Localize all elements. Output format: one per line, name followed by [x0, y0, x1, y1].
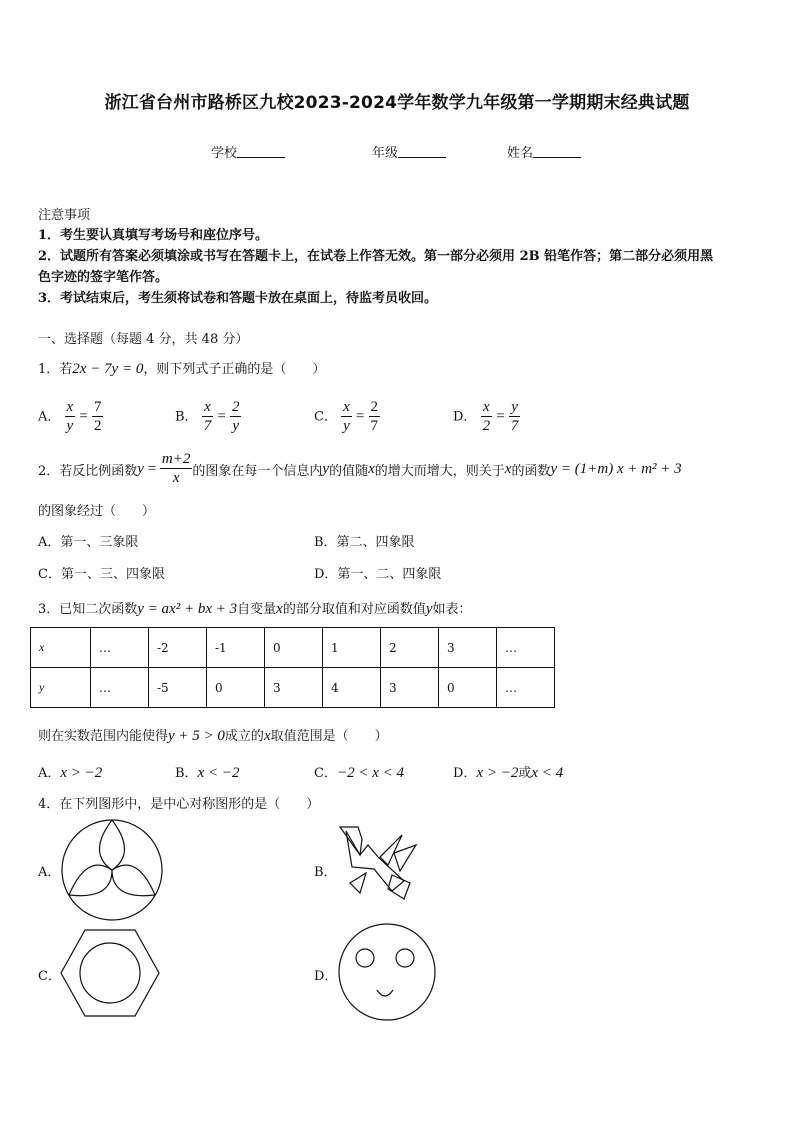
option-label: D． [453, 766, 477, 781]
petal-arc [112, 865, 155, 896]
q3-fn: y = ax² + bx + 3 [137, 601, 238, 617]
q2-text: 的增大而增大，则关于 [374, 463, 505, 479]
option-label: D． [453, 409, 477, 425]
q4-option-d-label[interactable]: D． [314, 969, 338, 984]
question-1-stem [38, 358, 325, 378]
q2-text: 的值随 [329, 463, 369, 479]
q2-var-y: y [322, 460, 330, 477]
table-cell: 3 [439, 628, 497, 668]
frac-num: 7 [93, 399, 102, 415]
q3-var-x: x [276, 601, 283, 617]
table-cell: … [497, 628, 555, 668]
option-expr: −2 < x < 4 [336, 765, 404, 781]
q3-inequality: y + 5 > 0 [168, 728, 225, 744]
note-2-cont: 色字迹的签字笔作答。 [38, 270, 169, 285]
frac-den: 2 [482, 418, 491, 434]
face-circle [339, 924, 435, 1020]
left-eye [356, 949, 374, 967]
q4-figure-b[interactable] [338, 825, 418, 910]
q3-value-table [30, 627, 555, 708]
option-label: B． [175, 766, 198, 781]
q3-text: 的部分取值和对应函数值 [282, 602, 426, 617]
table-cell: 0 [265, 628, 323, 668]
petal-arc [69, 865, 112, 896]
q4-option-c-label[interactable]: C． [38, 969, 61, 984]
q2-option-b[interactable]: B．第二、四象限 [314, 535, 415, 550]
q3-text: 自变量 [237, 602, 277, 617]
school-blank[interactable] [237, 145, 285, 158]
inner-circle [80, 943, 140, 1003]
triangle-shape [340, 827, 362, 855]
q3-text: 则在实数范围内能使得 [38, 729, 169, 744]
q1-option-b[interactable]: B． $\frac{x}{7}$ = $\frac{2}{y}$ [175, 399, 240, 434]
name-label: 姓名 [507, 146, 534, 161]
q2-fn-lhs: y [137, 460, 144, 477]
table-cell: … [497, 668, 555, 708]
frac-den: 2 [93, 418, 102, 434]
q2-text: 的图象在每一个信息内 [192, 463, 323, 479]
table-row [31, 628, 555, 668]
table-cell: … [91, 628, 149, 668]
q3-text: 取值范围是（ ） [270, 729, 388, 744]
page-title: 浙江省台州市路桥区九校2023-2024学年数学九年级第一学期期末经典试题 [104, 93, 690, 113]
q4-figure-a[interactable] [60, 818, 164, 922]
q2-linear-fn: y = (1+m) x + m² + 3 [550, 460, 682, 477]
table-cell: 2 [381, 628, 439, 668]
option-conj: 或 [518, 766, 532, 781]
frac-den: y [232, 418, 240, 434]
q3-option-d[interactable] [453, 762, 563, 782]
wing-shape [380, 835, 402, 865]
notes-heading: 注意事项 [38, 208, 91, 223]
q2-option-c[interactable]: C．第一、三、四象限 [38, 567, 165, 582]
table-cell: x [31, 628, 91, 668]
option-expr: x < 4 [531, 765, 564, 781]
q3-text: 如表： [432, 602, 472, 617]
table-cell: -2 [149, 628, 207, 668]
question-3-stem [38, 598, 472, 618]
q2-stem-line2: 的图象经过（ ） [38, 504, 156, 519]
q3-option-a[interactable] [38, 762, 102, 782]
frac-num: x [204, 399, 211, 415]
q2-option-d[interactable]: D．第一、二、四象限 [314, 567, 442, 582]
grade-field[interactable] [372, 142, 446, 161]
table-cell: -1 [207, 628, 265, 668]
table-cell: … [91, 668, 149, 708]
q3-condition [38, 725, 388, 745]
q3-var-y: y [425, 601, 433, 617]
frac-num: 2 [370, 399, 379, 415]
q2-option-a[interactable]: A．第一、三象限 [38, 535, 139, 550]
section-heading: 一、选择题（每题 4 分，共 48 分） [38, 332, 249, 347]
q3-var-x: x [263, 728, 271, 744]
petal-arc [100, 820, 125, 870]
grade-label: 年级 [372, 146, 399, 161]
q2-var-x: x [368, 460, 375, 477]
frac-num: x [66, 399, 74, 415]
q2-var-x: x [504, 460, 512, 477]
option-label: A． [38, 409, 61, 425]
q1-condition: 2x − 7y = 0 [72, 361, 144, 377]
table-cell: y [31, 668, 91, 708]
q3-option-b[interactable] [175, 762, 239, 782]
q2-number: 2．若反比例函数 [38, 463, 138, 479]
q4-option-a-label[interactable]: A． [38, 865, 61, 880]
smile [377, 990, 393, 996]
wing-shape [394, 845, 416, 871]
option-expr: x > −2 [60, 765, 103, 781]
q4-figure-c[interactable] [60, 929, 160, 1017]
option-label: A． [38, 766, 61, 781]
option-expr: x < −2 [197, 765, 240, 781]
frac-den: y [343, 418, 350, 434]
q3-text: 成立的 [224, 729, 264, 744]
q1-option-a[interactable]: A． $\frac{x}{y}$ = $\frac{7}{2}$ [38, 399, 102, 434]
q3-option-c[interactable] [314, 762, 404, 782]
school-label: 学校 [211, 146, 238, 161]
frac-den: 7 [510, 418, 519, 434]
table-cell: 3 [265, 668, 323, 708]
right-eye [396, 949, 414, 967]
table-row [31, 668, 555, 708]
school-field[interactable] [211, 142, 285, 161]
table-cell: 0 [207, 668, 265, 708]
question-2-stem: 2．若反比例函数 y = $\frac{m+2}{x}$ 的图象在每一个信息内 y 的值随 x 的增大而增大，则关于 x 的函数 y = (1+m) x + m² + 3 [38, 451, 682, 486]
frac-den: 7 [370, 418, 379, 434]
option-label: C． [314, 409, 337, 425]
name-field[interactable] [507, 142, 581, 161]
frac-num: 2 [231, 399, 240, 415]
note-3: 3．考试结束后，考生须将试卷和答题卡放在桌面上，待监考员收回。 [38, 291, 438, 306]
table-cell: -5 [149, 668, 207, 708]
tail-shape [350, 873, 366, 893]
q1-number: 1．若 [38, 362, 73, 377]
q4-figure-d[interactable] [337, 922, 437, 1022]
note-2: 2．试题所有答案必须填涂或书写在答题卡上，在试卷上作答无效。第一部分必须用 2B 铅笔作答；第二部分必须用黑 [38, 249, 714, 264]
question-4-stem: 4．在下列图形中，是中心对称图形的是（ ） [38, 797, 320, 812]
note-1: 1．考生要认真填写考场号和座位序号。 [38, 228, 269, 243]
option-label: B． [175, 409, 198, 425]
frac-den: x [172, 470, 180, 486]
frac-den: y [66, 418, 74, 434]
bird-body-shape [346, 831, 404, 891]
grade-blank[interactable] [398, 145, 446, 158]
table-cell: 0 [439, 668, 497, 708]
q1-option-c[interactable]: C． $\frac{x}{y}$ = $\frac{2}{7}$ [314, 399, 379, 434]
q1-stem-text: ，则下列式子正确的是（ ） [143, 362, 326, 377]
frac-num: m+2 [161, 451, 191, 467]
square-shape [388, 875, 410, 899]
name-blank[interactable] [533, 145, 581, 158]
q1-option-d[interactable]: D． $\frac{x}{2}$ = $\frac{y}{7}$ [453, 399, 519, 434]
option-label: C． [314, 766, 337, 781]
q3-number: 3．已知二次函数 [38, 602, 138, 617]
frac-num: x [343, 399, 350, 415]
frac-den: 7 [203, 418, 212, 434]
frac-num: y [511, 399, 518, 415]
q4-option-b-label[interactable]: B． [314, 865, 337, 880]
table-cell: 4 [323, 668, 381, 708]
option-expr: x > −2 [476, 765, 519, 781]
table-cell: 3 [381, 668, 439, 708]
table-cell: 1 [323, 628, 381, 668]
frac-num: x [482, 399, 490, 415]
q2-text: 的函数 [511, 463, 551, 479]
